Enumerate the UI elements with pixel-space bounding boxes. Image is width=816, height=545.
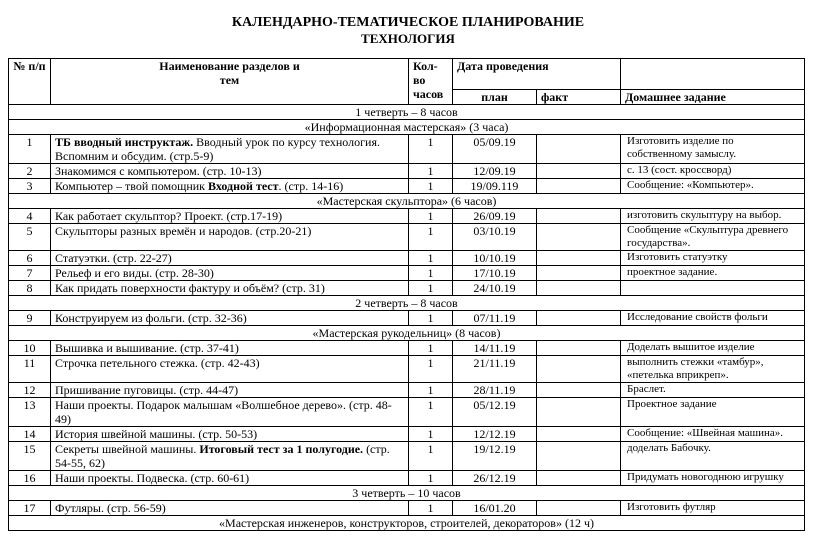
table-row [9,383,805,398]
section-title: 1 четверть – 8 часов [9,105,805,120]
row-homework: Проектное задание [621,398,805,427]
row-homework: Браслет. [621,383,805,398]
topic-text: Вводный урок по курсу технология. Вспомним и обсудим. (стр.5-9) [55,135,380,163]
topic-text: Компьютер – твой помощник [55,179,205,193]
section-title: 3 четверть – 10 часов [9,486,805,501]
topic-text: Строчка петельного стежка. (стр. 42-43) [55,356,260,370]
row-number: 6 [9,251,51,266]
row-number: 13 [9,398,51,427]
topic-text: (стр. 54-55, 62) [55,442,390,470]
row-topic [51,311,409,326]
row-plan-date: 12/09.19 [453,164,537,179]
row-hours: 1 [409,356,453,383]
row-number: 5 [9,224,51,251]
row-topic [51,224,409,251]
section-row [9,326,805,341]
row-fact-date [537,427,621,442]
row-hours: 1 [409,341,453,356]
document-subtitle: ТЕХНОЛОГИЯ [361,31,455,46]
header-homework: Домашнее задание [621,90,805,105]
plan-table [8,58,805,531]
row-plan-date: 19/09.119 [453,179,537,194]
row-fact-date [537,442,621,471]
topic-text: Конструируем из фольги. (стр. 32-36) [55,311,247,325]
topic-text: Рельеф и его виды. (стр. 28-30) [55,266,214,280]
topic-bold-text: Входной тест [208,179,279,193]
row-plan-date: 12/12.19 [453,427,537,442]
topic-text: Скульпторы разных времён и народов. (стр.20-21) [55,224,312,238]
topic-text: Статуэтки. (стр. 22-27) [55,251,172,265]
table-row [9,311,805,326]
topic-text: Как работает скульптор? Проект. (стр.17-19) [55,209,283,223]
row-hours: 1 [409,442,453,471]
row-topic [51,179,409,194]
row-hours: 1 [409,398,453,427]
row-number: 2 [9,164,51,179]
row-topic [51,398,409,427]
topic-text: Наши проекты. Подвеска. (стр. 60-61) [55,471,250,485]
plan-table-body [9,105,805,531]
table-row [9,341,805,356]
table-row [9,266,805,281]
topic-text: Пришивание пуговицы. (стр. 44-47) [55,383,239,397]
row-fact-date [537,209,621,224]
header-fact: факт [537,90,621,105]
row-fact-date [537,341,621,356]
row-plan-date: 17/10.19 [453,266,537,281]
row-hours: 1 [409,266,453,281]
row-hours: 1 [409,501,453,516]
row-topic [51,356,409,383]
row-topic [51,427,409,442]
row-plan-date: 05/12.19 [453,398,537,427]
row-topic [51,501,409,516]
table-row [9,135,805,164]
row-plan-date: 14/11.19 [453,341,537,356]
row-plan-date: 03/10.19 [453,224,537,251]
topic-text: . (стр. 14-16) [278,179,344,193]
row-hours: 1 [409,251,453,266]
row-homework: Придумать новогоднюю игрушку [621,471,805,486]
row-homework: Изготовить изделие по собственному замыслу. [621,135,805,164]
row-topic [51,383,409,398]
row-topic [51,281,409,296]
row-hours: 1 [409,179,453,194]
row-number: 11 [9,356,51,383]
row-homework: Исследование свойств фольги [621,311,805,326]
section-title: «Мастерская скульптора» (6 часов) [9,194,805,209]
row-number: 8 [9,281,51,296]
table-row [9,356,805,383]
section-row [9,120,805,135]
topic-text: Знакомимся с компьютером. (стр. 10-13) [55,164,262,178]
table-row [9,398,805,427]
header-qty: Кол-во часов [409,59,453,105]
row-homework: доделать Бабочку. [621,442,805,471]
row-homework: Сообщение: «Компьютер». [621,179,805,194]
row-homework: с. 13 (сост. кроссворд) [621,164,805,179]
row-homework: Доделать вышитое изделие [621,341,805,356]
header-name [51,59,409,105]
row-topic [51,471,409,486]
table-row [9,442,805,471]
row-fact-date [537,356,621,383]
row-plan-date: 24/10.19 [453,281,537,296]
table-row [9,209,805,224]
row-plan-date: 07/11.19 [453,311,537,326]
row-hours: 1 [409,224,453,251]
row-fact-date [537,398,621,427]
row-fact-date [537,164,621,179]
topic-text: Наши проекты. Подарок малышам «Волшебное дерево». (стр. 48-49) [55,398,392,426]
row-fact-date [537,471,621,486]
topic-text: Как придать поверхности фактуру и объём? (стр. 31) [55,281,325,295]
section-title: «Мастерская рукодельниц» (8 часов) [9,326,805,341]
row-fact-date [537,383,621,398]
row-plan-date: 21/11.19 [453,356,537,383]
header-plan: план [453,90,537,105]
table-row [9,251,805,266]
row-fact-date [537,266,621,281]
row-number: 16 [9,471,51,486]
table-header-row [9,59,805,90]
row-fact-date [537,251,621,266]
row-topic [51,209,409,224]
row-topic [51,251,409,266]
topic-text: Футляры. (стр. 56-59) [55,501,166,515]
row-number: 1 [9,135,51,164]
row-number: 7 [9,266,51,281]
row-hours: 1 [409,427,453,442]
row-topic [51,341,409,356]
row-number: 17 [9,501,51,516]
row-topic [51,135,409,164]
table-row [9,427,805,442]
row-number: 4 [9,209,51,224]
table-row [9,224,805,251]
row-number: 14 [9,427,51,442]
topic-text: Вышивка и вышивание. (стр. 37-41) [55,341,239,355]
row-hours: 1 [409,471,453,486]
topic-bold-text: Итоговый тест за 1 полугодие. [199,442,364,456]
row-plan-date: 16/01.20 [453,501,537,516]
row-fact-date [537,311,621,326]
row-topic [51,164,409,179]
row-hours: 1 [409,135,453,164]
row-plan-date: 05/09.19 [453,135,537,164]
table-row [9,164,805,179]
row-hours: 1 [409,164,453,179]
row-homework: выполнить стежки «тамбур», «петелька вприкреп». [621,356,805,383]
row-homework: Изготовить футляр [621,501,805,516]
row-number: 15 [9,442,51,471]
row-fact-date [537,501,621,516]
row-homework: Сообщение «Скульптура древнего государства». [621,224,805,251]
row-topic [51,266,409,281]
section-row [9,296,805,311]
header-date: Дата проведения [453,59,621,90]
row-hours: 1 [409,209,453,224]
header-empty [621,59,805,90]
section-title: «Информационная мастерская» (3 часа) [9,120,805,135]
row-homework: проектное задание. [621,266,805,281]
row-homework: Изготовить статуэтку [621,251,805,266]
row-homework: Сообщение: «Швейная машина». [621,427,805,442]
header-name-text: Наименование разделов и тем [159,59,300,87]
section-title: «Мастерская инженеров, конструкторов, строителей, декораторов» (12 ч) [9,516,805,531]
row-homework [621,281,805,296]
section-row [9,105,805,120]
topic-text: Секреты швейной машины. [55,442,197,456]
row-homework: изготовить скульптуру на выбор. [621,209,805,224]
section-title: 2 четверть – 8 часов [9,296,805,311]
section-row [9,486,805,501]
topic-bold-text: ТБ вводный инструктаж. [55,135,194,149]
section-row [9,194,805,209]
row-topic [51,442,409,471]
document-header [0,14,816,47]
row-hours: 1 [409,311,453,326]
row-number: 10 [9,341,51,356]
row-number: 12 [9,383,51,398]
row-plan-date: 26/09.19 [453,209,537,224]
row-fact-date [537,224,621,251]
table-row [9,281,805,296]
section-row [9,516,805,531]
row-plan-date: 28/11.19 [453,383,537,398]
table-row [9,471,805,486]
row-fact-date [537,281,621,296]
row-number: 9 [9,311,51,326]
row-hours: 1 [409,383,453,398]
row-hours: 1 [409,281,453,296]
row-plan-date: 26/12.19 [453,471,537,486]
document-title: КАЛЕНДАРНО-ТЕМАТИЧЕСКОЕ ПЛАНИРОВАНИЕ [231,15,585,30]
table-row [9,179,805,194]
row-fact-date [537,135,621,164]
row-fact-date [537,179,621,194]
row-plan-date: 10/10.19 [453,251,537,266]
table-row [9,501,805,516]
row-plan-date: 19/12.19 [453,442,537,471]
row-number: 3 [9,179,51,194]
topic-text: История швейной машины. (стр. 50-53) [55,427,258,441]
header-num: № п/п [9,59,51,105]
